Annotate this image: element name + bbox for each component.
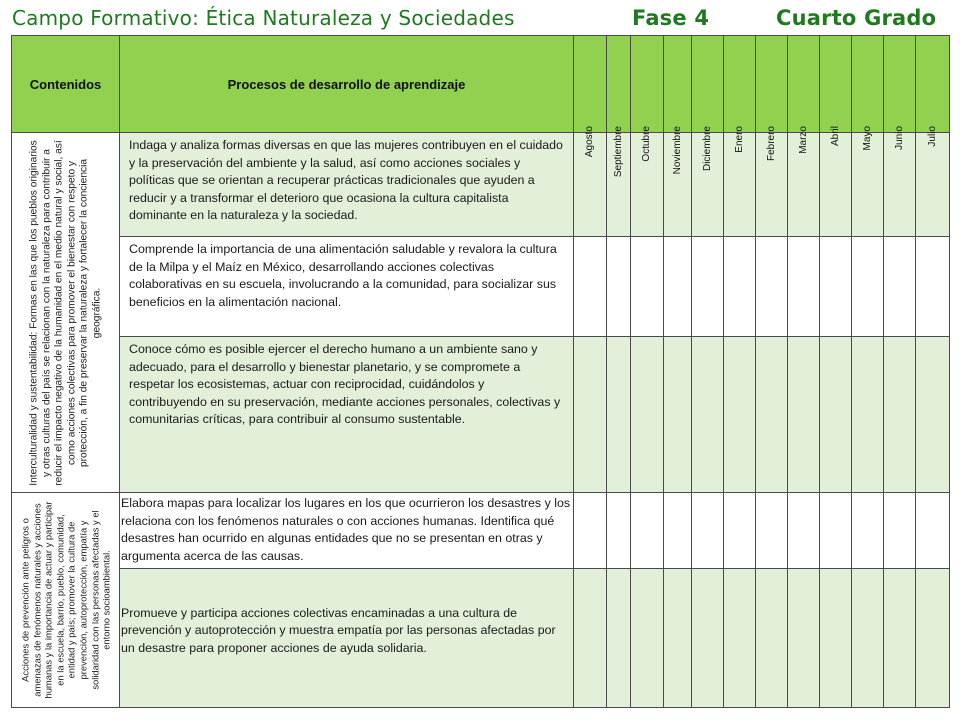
month-cell[interactable] <box>884 569 916 708</box>
month-cell[interactable] <box>607 237 631 337</box>
month-cell[interactable] <box>664 237 692 337</box>
month-cell[interactable] <box>574 569 607 708</box>
month-cell[interactable] <box>756 337 788 493</box>
content-cell <box>12 133 120 493</box>
month-header <box>884 36 916 150</box>
month-label: Agosto <box>584 126 595 158</box>
month-cell[interactable] <box>724 569 756 708</box>
month-header <box>820 36 852 147</box>
month-cell[interactable] <box>884 337 916 493</box>
month-label: Febrero <box>765 126 777 162</box>
month-cell[interactable] <box>724 493 756 569</box>
planning-table <box>11 35 950 708</box>
table-row <box>12 237 950 337</box>
month-cell[interactable] <box>692 493 724 569</box>
header-procesos: Procesos de desarrollo de aprendizaje <box>120 36 574 133</box>
process-text: Elabora mapas para localizar los lugares en los que ocurrieron los desastres y los relaciona con los fenómenos naturales o con acciones humanas. Identifica qué desastres han ocurrido en algunas entidades que no se presentan en otras y argumenta acerca de las causas. <box>121 496 571 563</box>
month-cell[interactable] <box>788 569 820 708</box>
table-header-row <box>12 36 950 133</box>
month-cell[interactable] <box>852 569 884 708</box>
table-row <box>12 493 950 569</box>
month-cell[interactable] <box>574 493 607 569</box>
month-cell[interactable] <box>664 569 692 708</box>
month-cell[interactable] <box>820 569 852 708</box>
month-cell[interactable] <box>631 337 664 493</box>
month-cell[interactable] <box>852 337 884 493</box>
month-cell[interactable] <box>820 337 852 493</box>
table-row <box>12 569 950 708</box>
month-header <box>607 36 631 178</box>
month-header <box>631 36 664 162</box>
process-cell <box>120 493 574 569</box>
month-label: Marzo <box>797 126 809 154</box>
month-header <box>574 36 607 158</box>
month-cell[interactable] <box>788 337 820 493</box>
page-title: Campo Formativo: Ética Naturaleza y Sociedades <box>12 6 515 30</box>
month-cell[interactable] <box>607 493 631 569</box>
table-row <box>12 337 950 493</box>
month-cell[interactable] <box>724 337 756 493</box>
month-cell[interactable] <box>692 237 724 337</box>
month-cell[interactable] <box>631 493 664 569</box>
month-cell[interactable] <box>756 493 788 569</box>
month-cell[interactable] <box>820 237 852 337</box>
month-label: Junio <box>893 126 905 150</box>
month-cell[interactable] <box>884 237 916 337</box>
month-label: Julio <box>926 126 938 147</box>
month-label: Mayo <box>861 126 873 151</box>
month-cell[interactable] <box>664 337 692 493</box>
month-label: Abril <box>829 126 841 147</box>
month-cell[interactable] <box>607 569 631 708</box>
month-cell[interactable] <box>820 133 852 237</box>
process-text: Conoce cómo es posible ejercer el derecho humano a un ambiente sano y adecuado, para el desarrollo y bienestar planetario, y se compromete a respetar los ecosistemas, actuar con reciprocidad, cuidándolos y contribuyendo en su preservación, mediante acciones personales, colectivas y comunitarias críticas, para contribuir al consumo sustentable. <box>129 342 561 426</box>
month-cell[interactable] <box>884 493 916 569</box>
month-cell[interactable] <box>692 569 724 708</box>
process-text: Comprende la importancia de una alimentación saludable y revalora la cultura de la Milpa y el Maíz en México, desarrollando acciones colectivas colaborativas en su escuela, involucrando a la comunidad, para socializar sus beneficios en la alimentación nacional. <box>129 242 557 309</box>
month-cell[interactable] <box>664 493 692 569</box>
month-header <box>852 36 884 151</box>
month-cell[interactable] <box>916 569 950 708</box>
month-cell[interactable] <box>756 569 788 708</box>
month-cell[interactable] <box>692 337 724 493</box>
month-cell[interactable] <box>574 237 607 337</box>
content-cell <box>12 493 120 708</box>
month-cell[interactable] <box>852 237 884 337</box>
process-cell <box>120 237 574 337</box>
month-label: Septiembre <box>612 126 624 178</box>
month-cell[interactable] <box>916 493 950 569</box>
month-cell[interactable] <box>631 237 664 337</box>
month-cell[interactable] <box>916 337 950 493</box>
month-cell[interactable] <box>916 133 950 237</box>
month-cell[interactable] <box>788 493 820 569</box>
month-cell[interactable] <box>574 337 607 493</box>
content-text: Acciones de prevención ante peligros o amenazas de fenómenos naturales y acciones humanas y la importancia de actuar y participar en la escuela, barrio, pueblo, comunidad, entidad y país; promover la cultura de prevención, autoprotección, empatía y solidaridad con las personas afectadas y el entorno socioambiental. <box>19 501 112 699</box>
month-header <box>756 36 788 162</box>
grade-label: Cuarto Grado <box>776 6 937 30</box>
process-text: Promueve y participa acciones colectivas encaminadas a una cultura de prevención y autoprotección y muestra empatía por las personas afectadas por un desastre para proponer acciones de ayuda solidaria. <box>121 605 556 655</box>
process-cell <box>120 337 574 493</box>
month-cell[interactable] <box>756 237 788 337</box>
month-label: Enero <box>733 126 745 153</box>
month-header <box>692 36 724 172</box>
month-cell[interactable] <box>607 337 631 493</box>
month-cell[interactable] <box>820 493 852 569</box>
month-label: Noviembre <box>671 126 683 175</box>
month-header <box>916 36 950 147</box>
month-header <box>724 36 756 153</box>
month-cell[interactable] <box>916 237 950 337</box>
month-header <box>788 36 820 154</box>
phase-label: Fase 4 <box>632 6 710 30</box>
header-contenidos: Contenidos <box>12 36 120 133</box>
month-header <box>664 36 692 175</box>
process-cell <box>120 569 574 708</box>
process-text: Indaga y analiza formas diversas en que las mujeres contribuyen en el cuidado y la preservación del ambiente y la salud, así como acciones sociales y políticas que se orientan a recuperar prácticas tradicionales que ayuden a reducir y a transformar el deterioro que ocasiona la cultura capitalista dominante en la naturaleza y la sociedad. <box>129 138 563 222</box>
month-cell[interactable] <box>788 237 820 337</box>
month-label: Diciembre <box>701 126 713 172</box>
month-cell[interactable] <box>852 493 884 569</box>
month-cell[interactable] <box>631 569 664 708</box>
content-text: Interculturalidad y sustentabilidad: Formas en las que los pueblos originarios y otras culturas del país se relacionan con la naturaleza para contribuir a reducir el impacto negativo de la humanidad en el medio natural y social, así como acciones colectivas para promover el bienestar con respeto y protección, a fin de preservar la naturaleza y fortalecer la conciencia geográfica. <box>28 139 102 486</box>
process-cell <box>120 133 574 237</box>
month-label: Octubre <box>641 126 652 162</box>
month-cell[interactable] <box>724 237 756 337</box>
